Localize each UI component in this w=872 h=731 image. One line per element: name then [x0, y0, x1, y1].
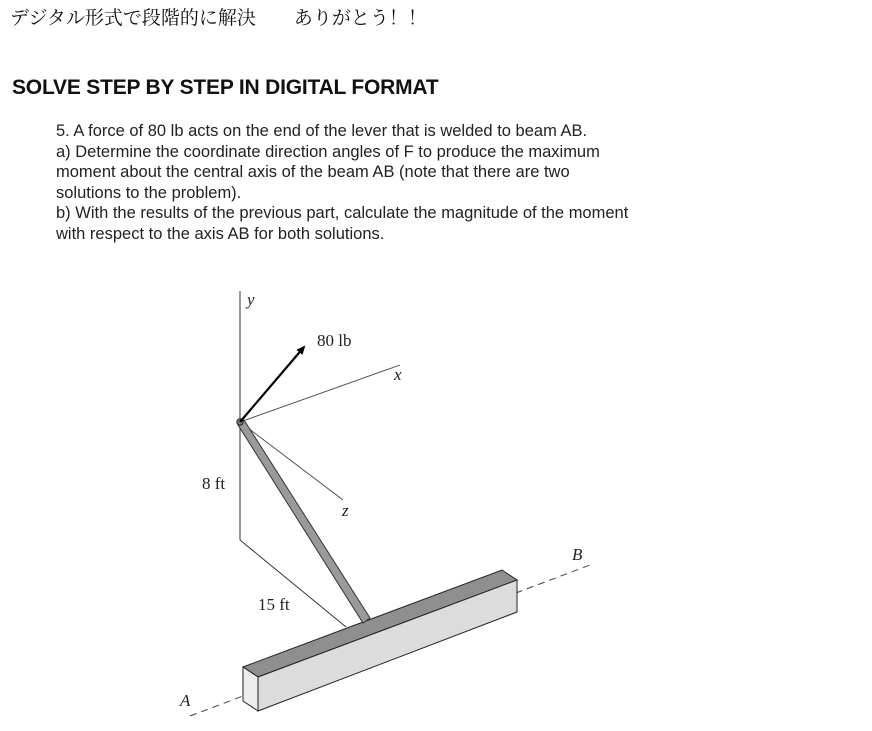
- x-axis-label: x: [394, 365, 402, 384]
- z-axis: [240, 422, 343, 500]
- y-axis-label: y: [247, 290, 255, 309]
- problem-line: 5. A force of 80 lb acts on the end of the lever that is welded to beam AB.: [56, 122, 588, 140]
- projection-line: [240, 540, 346, 627]
- japanese-title: デジタル形式で段階的に解決 ありがとう！！: [10, 7, 427, 29]
- problem-line: a) Determine the coordinate direction angles of F to produce the maximum: [56, 142, 600, 161]
- point-a-label: A: [180, 691, 191, 710]
- height-dimension-label: 8 ft: [202, 474, 226, 493]
- beam-front-face: [258, 580, 517, 711]
- problem-line: b) With the results of the previous part, calculate the magnitude of the moment: [56, 204, 629, 223]
- distance-dimension-label: 15 ft: [258, 595, 290, 614]
- problem-line: moment about the central axis of the beam AB (note that there are two: [56, 163, 570, 182]
- force-label: 80 lb: [317, 331, 352, 350]
- problem-line: with respect to the axis AB for both solutions.: [56, 224, 385, 243]
- problem-line: solutions to the problem).: [56, 183, 242, 202]
- page-title: SOLVE STEP BY STEP IN DIGITAL FORMAT: [12, 76, 439, 99]
- z-axis-label: z: [342, 501, 349, 520]
- point-b-label: B: [572, 545, 583, 564]
